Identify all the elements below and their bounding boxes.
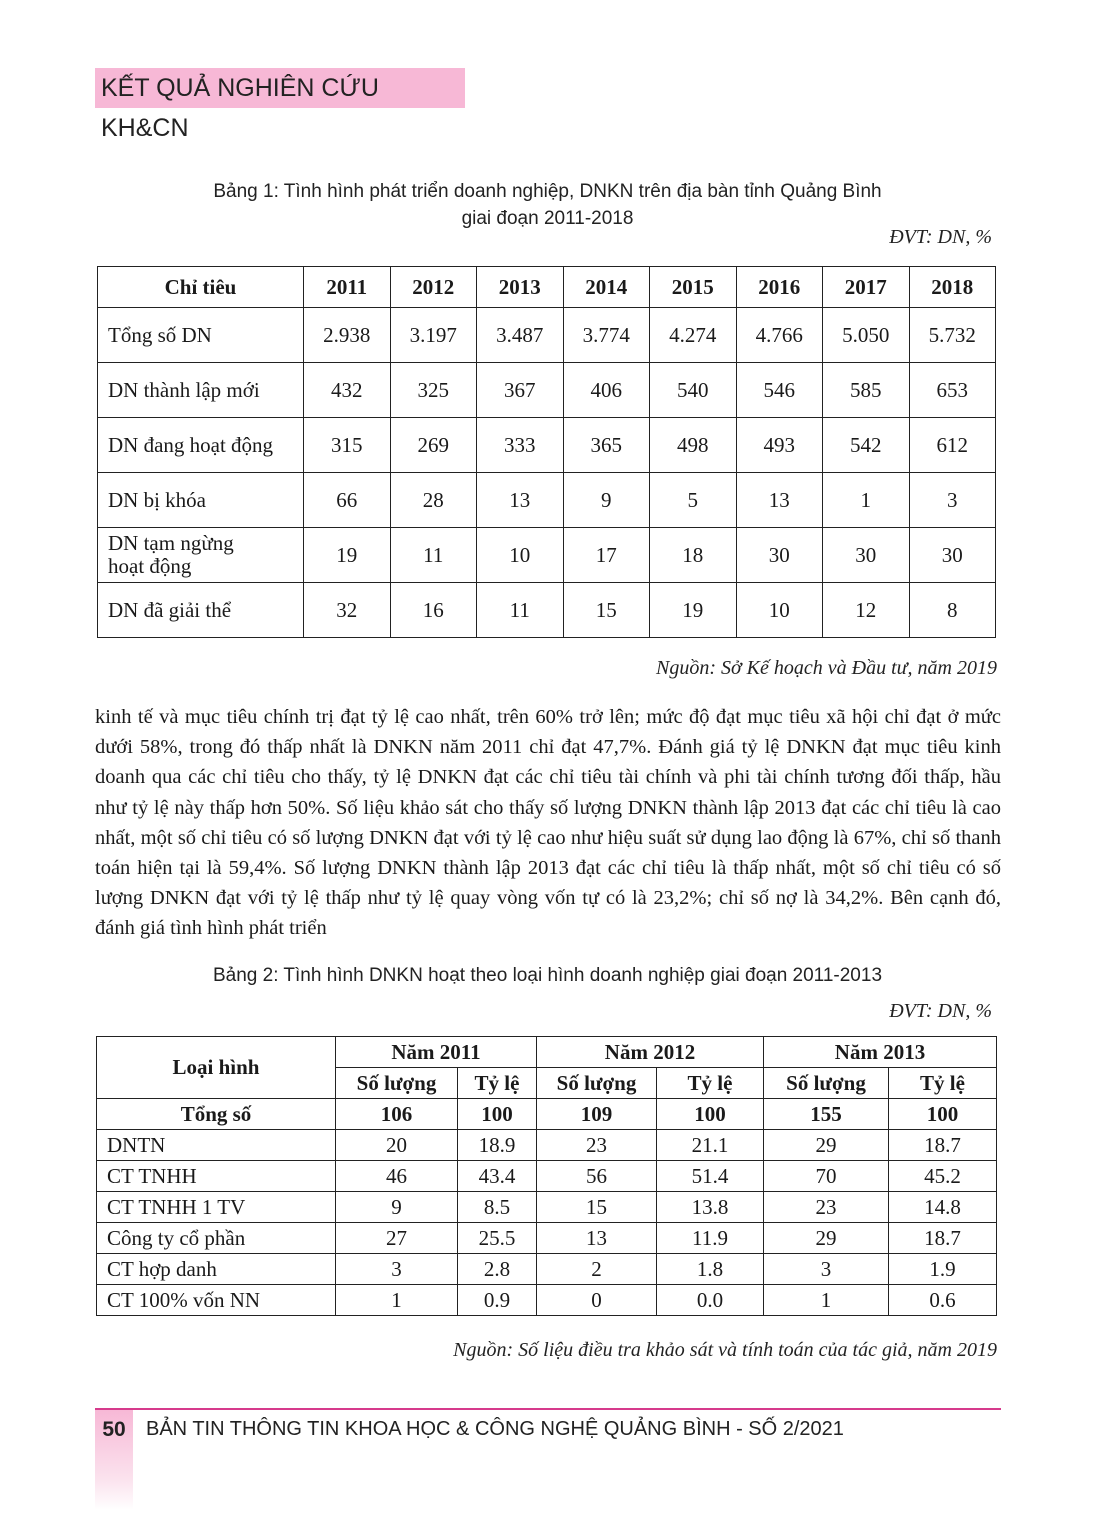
table1-caption-line2: giai đoạn 2011-2018 [461, 208, 634, 229]
table-cell: 367 [477, 363, 564, 418]
table-cell: 0.0 [657, 1285, 764, 1316]
table-cell: 28 [390, 473, 477, 528]
table-cell: 106 [336, 1099, 458, 1130]
table-cell: 5.050 [823, 308, 910, 363]
table-cell: 15 [537, 1192, 657, 1223]
table-cell: 8 [909, 583, 996, 638]
table-cell: 15 [563, 583, 650, 638]
table-cell: 3 [336, 1254, 458, 1285]
table-cell: 109 [537, 1099, 657, 1130]
row-label-line2: hoạt động [108, 554, 192, 578]
table-row [98, 473, 996, 528]
row-label: CT hợp danh [97, 1254, 336, 1285]
table-cell: 13.8 [657, 1192, 764, 1223]
table-cell: 585 [823, 363, 910, 418]
row-label: CT TNHH [97, 1161, 336, 1192]
table-cell: 56 [537, 1161, 657, 1192]
table1 [97, 266, 996, 638]
table1-caption [95, 178, 1000, 232]
table1-unit: ĐVT: DN, % [889, 226, 992, 248]
table-cell: 29 [764, 1130, 889, 1161]
row-label: DN đã giải thể [98, 583, 304, 638]
row-label [98, 528, 304, 583]
table-row [97, 1223, 997, 1254]
table-cell: 20 [336, 1130, 458, 1161]
table-cell: 30 [823, 528, 910, 583]
table-row [98, 583, 996, 638]
table-row [97, 1192, 997, 1223]
table-total-row [97, 1099, 997, 1130]
row-label: DNTN [97, 1130, 336, 1161]
table-cell: 11.9 [657, 1223, 764, 1254]
table-cell: 18.7 [889, 1130, 997, 1161]
table-cell: 546 [736, 363, 823, 418]
table-cell: 11 [390, 528, 477, 583]
table-cell: 333 [477, 418, 564, 473]
header-cell: Tỷ lệ [657, 1068, 764, 1099]
table-row [97, 1285, 997, 1316]
table-cell: 155 [764, 1099, 889, 1130]
table-cell: 8.5 [458, 1192, 537, 1223]
table-cell: 653 [909, 363, 996, 418]
table-cell: 100 [657, 1099, 764, 1130]
table-cell: 13 [736, 473, 823, 528]
table-cell: 5 [650, 473, 737, 528]
table-cell: 19 [650, 583, 737, 638]
table-cell: 46 [336, 1161, 458, 1192]
table-cell: 12 [823, 583, 910, 638]
row-label: Tổng số [97, 1099, 336, 1130]
table-cell: 14.8 [889, 1192, 997, 1223]
table-row [98, 363, 996, 418]
row-label: CT TNHH 1 TV [97, 1192, 336, 1223]
table-cell: 21.1 [657, 1130, 764, 1161]
table-cell: 3.487 [477, 308, 564, 363]
header-cell: 2018 [909, 267, 996, 308]
page-number: 50 [102, 1418, 126, 1441]
table-cell: 9 [563, 473, 650, 528]
table1-source: Nguồn: Sở Kế hoạch và Đầu tư, năm 2019 [656, 657, 997, 679]
header-cell: 2017 [823, 267, 910, 308]
table-cell: 0 [537, 1285, 657, 1316]
table-row [97, 1161, 997, 1192]
header-cell: Số lượng [537, 1068, 657, 1099]
table-header-row [98, 267, 996, 308]
header-cell: 2013 [477, 267, 564, 308]
table2-caption: Bảng 2: Tình hình DNKN hoạt theo loại hình doanh nghiệp giai đoạn 2011-2013 [212, 965, 883, 986]
table-row [98, 308, 996, 363]
row-label: DN đang hoạt động [98, 418, 304, 473]
table-cell: 493 [736, 418, 823, 473]
table-cell: 10 [736, 583, 823, 638]
table-cell: 542 [823, 418, 910, 473]
table-cell: 0.6 [889, 1285, 997, 1316]
header-cell: 2012 [390, 267, 477, 308]
table-cell: 315 [304, 418, 391, 473]
header-cell: 2011 [304, 267, 391, 308]
table-cell: 1 [336, 1285, 458, 1316]
table-cell: 3 [909, 473, 996, 528]
table-cell: 66 [304, 473, 391, 528]
table-cell: 3.774 [563, 308, 650, 363]
table-cell: 2 [537, 1254, 657, 1285]
table-cell: 18 [650, 528, 737, 583]
table-cell: 10 [477, 528, 564, 583]
table1-caption-line1: Bảng 1: Tình hình phát triển doanh nghiệp, DNKN trên địa bàn tỉnh Quảng Bình [213, 181, 882, 202]
header-cell: 2016 [736, 267, 823, 308]
row-label: Tổng số DN [98, 308, 304, 363]
table-cell: 30 [736, 528, 823, 583]
header-cell: Số lượng [336, 1068, 458, 1099]
table-cell: 27 [336, 1223, 458, 1254]
header-cell: Tỷ lệ [889, 1068, 997, 1099]
table-row [97, 1254, 997, 1285]
table-cell: 17 [563, 528, 650, 583]
table-cell: 2.8 [458, 1254, 537, 1285]
table-cell: 19 [304, 528, 391, 583]
table-header-row [97, 1037, 997, 1068]
table-cell: 25.5 [458, 1223, 537, 1254]
table-cell: 3 [764, 1254, 889, 1285]
table-cell: 0.9 [458, 1285, 537, 1316]
table-cell: 612 [909, 418, 996, 473]
table-cell: 325 [390, 363, 477, 418]
table-cell: 9 [336, 1192, 458, 1223]
row-label: CT 100% vốn NN [97, 1285, 336, 1316]
table-cell: 1.9 [889, 1254, 997, 1285]
table-cell: 43.4 [458, 1161, 537, 1192]
row-label: Công ty cổ phần [97, 1223, 336, 1254]
table-cell: 3.197 [390, 308, 477, 363]
header-cell: Tỷ lệ [458, 1068, 537, 1099]
header-cell: Số lượng [764, 1068, 889, 1099]
header-year: Năm 2013 [764, 1037, 997, 1068]
row-label: DN thành lập mới [98, 363, 304, 418]
table-cell: 32 [304, 583, 391, 638]
table-cell: 1 [823, 473, 910, 528]
table-cell: 1 [764, 1285, 889, 1316]
table-cell: 100 [889, 1099, 997, 1130]
section-header: KẾT QUẢ NGHIÊN CỨU KH&CN [95, 68, 465, 108]
table-cell: 23 [764, 1192, 889, 1223]
footer-title: BẢN TIN THÔNG TIN KHOA HỌC & CÔNG NGHỆ QUẢNG BÌNH - SỐ 2/2021 [146, 1418, 844, 1440]
table-cell: 11 [477, 583, 564, 638]
table-cell: 498 [650, 418, 737, 473]
table-cell: 18.9 [458, 1130, 537, 1161]
table-cell: 2.938 [304, 308, 391, 363]
table-row [98, 528, 996, 583]
header-cell: Loại hình [97, 1037, 336, 1099]
table-cell: 16 [390, 583, 477, 638]
table-cell: 23 [537, 1130, 657, 1161]
table-cell: 269 [390, 418, 477, 473]
table-cell: 30 [909, 528, 996, 583]
table-row [98, 418, 996, 473]
table-cell: 13 [477, 473, 564, 528]
table2-unit: ĐVT: DN, % [889, 1000, 992, 1022]
header-year: Năm 2011 [336, 1037, 537, 1068]
header-cell: 2014 [563, 267, 650, 308]
body-paragraph: kinh tế và mục tiêu chính trị đạt tỷ lệ cao nhất, trên 60% trở lên; mức độ đạt mục tiêu xã hội chỉ đạt ở mức dưới 58%, trong đó thấp nhất là DNKN năm 2011 chỉ đạt 47,7%. Đánh giá tỷ lệ DNKN đạt mục tiêu kinh doanh qua các chỉ tiêu cho thấy, tỷ lệ DNKN đạt các chỉ tiêu tài chính và phi tài chính tương đối thấp, hầu như tỷ lệ này thấp hơn 50%. Số liệu khảo sát cho thấy số lượng DNKN thành lập 2013 đạt các chỉ tiêu là cao nhất, một số chỉ tiêu có số lượng DNKN đạt với tỷ lệ cao như hiệu suất sử dụng lao động là 67%, chỉ số thanh toán hiện tại là 59,4%. Số lượng DNKN thành lập 2013 đạt các chỉ tiêu là thấp nhất, một số chỉ tiêu có số lượng DNKN đạt với tỷ lệ thấp như tỷ lệ quay vòng vốn tự có là 23,2%; chỉ số nợ là 34,2%. Bên cạnh đó, đánh giá tình hình phát triển [95, 706, 1001, 940]
table-cell: 5.732 [909, 308, 996, 363]
table-cell: 29 [764, 1223, 889, 1254]
table-cell: 365 [563, 418, 650, 473]
table2 [96, 1036, 997, 1316]
table-cell: 406 [563, 363, 650, 418]
table-cell: 432 [304, 363, 391, 418]
table-cell: 540 [650, 363, 737, 418]
footer-divider [95, 1408, 1001, 1410]
table-cell: 51.4 [657, 1161, 764, 1192]
table-cell: 4.274 [650, 308, 737, 363]
table-cell: 70 [764, 1161, 889, 1192]
table-row [97, 1130, 997, 1161]
table-cell: 45.2 [889, 1161, 997, 1192]
table-cell: 13 [537, 1223, 657, 1254]
header-year: Năm 2012 [537, 1037, 764, 1068]
table-cell: 4.766 [736, 308, 823, 363]
row-label-line1: DN tạm ngừng [108, 531, 234, 555]
header-cell: Chỉ tiêu [98, 267, 304, 308]
header-cell: 2015 [650, 267, 737, 308]
table-cell: 1.8 [657, 1254, 764, 1285]
table-cell: 18.7 [889, 1223, 997, 1254]
table-cell: 100 [458, 1099, 537, 1130]
table2-source: Nguồn: Số liệu điều tra khảo sát và tính toán của tác giả, năm 2019 [453, 1339, 997, 1361]
row-label: DN bị khóa [98, 473, 304, 528]
